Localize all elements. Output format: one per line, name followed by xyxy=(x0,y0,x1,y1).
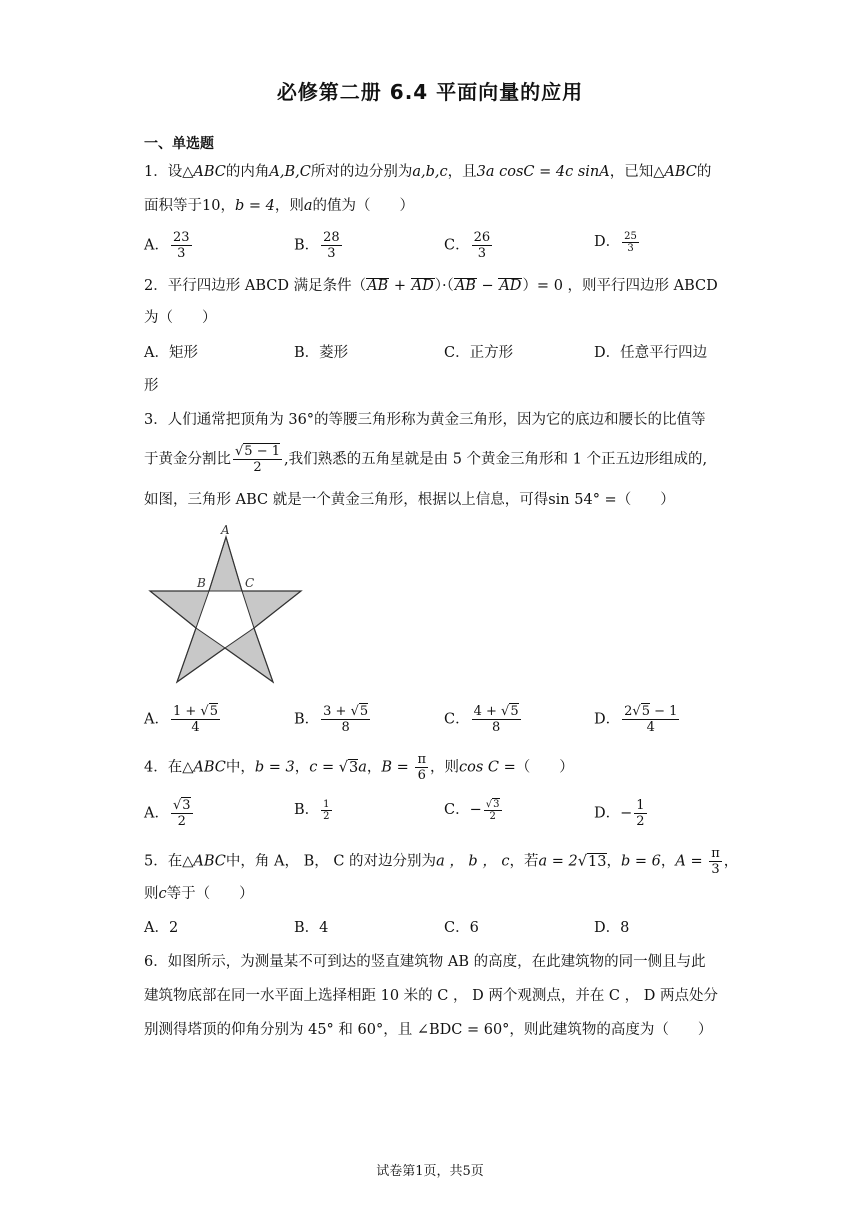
question-4-option-d: D．− $\frac{1}{2}$ xyxy=(594,798,645,829)
question-1-line-2: 面积等于10，b = 4，则a的值为（ ） xyxy=(144,198,414,214)
question-1-option-d: D． $\frac{25}{3}$ xyxy=(594,230,637,254)
page-title: 必修第二册 6.4 平面向量的应用 xyxy=(276,80,584,104)
question-3-line-1: 3．人们通常把顶角为 36°的等腰三角形称为黄金三角形，因为它的底边和腰长的比值等 xyxy=(144,412,706,428)
question-2-option-c: C．正方形 xyxy=(444,345,514,361)
question-5-line-1: 5．在△ABC中，角 A， B， C 的对边分别为a ， b ， c，若a = 2√13，b = 6，A = $\frac{\pi}{3}$ ， xyxy=(144,846,739,877)
question-4-line-1: 4．在△ABC中，b = 3，c = √3a，B = $\frac{\pi}{6}$ ，则cos C =（ ） xyxy=(144,752,574,783)
question-2-option-b: B．菱形 xyxy=(294,345,349,361)
question-3-option-d: D． $\frac{2√5 - 1}{4}$ xyxy=(594,704,678,735)
question-2-line-1: 2．平行四边形 ABCD 满足条件（AB + AD）·（AB − AD）= 0 ，则平行四边形 ABCD xyxy=(144,278,718,294)
question-3-option-b: B． $\frac{3 + √5}{8}$ xyxy=(294,704,369,735)
question-5-option-c: C．6 xyxy=(444,920,479,936)
question-6-line-3: 别测得塔顶的仰角分别为 45° 和 60°，且 ∠BDC = 60°，则此建筑物的高度为（ ） xyxy=(144,1022,713,1038)
label-b: B xyxy=(197,576,206,590)
question-2-option-d-wrap: 形 xyxy=(144,378,159,394)
question-3-line-3: 如图，三角形 ABC 就是一个黄金三角形，根据以上信息，可得sin 54° =（ ） xyxy=(144,492,675,508)
question-4-option-b: B． $\frac{1}{2}$ xyxy=(294,798,330,822)
label-c: C xyxy=(245,576,255,590)
label-a: A xyxy=(221,523,230,537)
question-3-option-c: C． $\frac{4 + √5}{8}$ xyxy=(444,704,519,735)
question-5-line-2: 则c等于（ ） xyxy=(144,886,254,902)
triangle-right xyxy=(242,591,301,628)
question-3-line-2: 于黄金分割比 $\frac{√5 - 1}{2}$ ,我们熟悉的五角星就是由 5 个黄金三角形和 1 个正五边形组成的, xyxy=(144,444,708,475)
question-2-option-d: D．任意平行四边 xyxy=(594,345,708,361)
question-1-line-1: 1．设△ABC的内角A,B,C所对的边分别为a,b,c，且3a cosC = 4c sinA，已知△ABC的 xyxy=(144,164,712,180)
question-5-option-a: A．2 xyxy=(144,920,179,936)
question-6-line-2: 建筑物底部在同一水平面上选择相距 10 米的 C ， D 两个观测点，并在 C ， D 两点处分 xyxy=(144,988,718,1004)
question-4-option-a: A． $\frac{√3}{2}$ xyxy=(144,798,191,829)
question-2-option-a: A．矩形 xyxy=(144,345,198,361)
question-2-line-2: 为（ ） xyxy=(144,310,217,326)
question-1-option-c: C． $\frac{26}{3}$ xyxy=(444,230,491,261)
triangle-bottom-right xyxy=(225,628,273,682)
pentagram-figure xyxy=(144,520,306,686)
triangle-left xyxy=(150,591,209,628)
question-5-option-d: D．8 xyxy=(594,920,630,936)
triangle-bottom-left xyxy=(177,628,225,682)
golden-triangle-top xyxy=(209,537,242,591)
page-footer: 试卷第1页，共5页 xyxy=(376,1164,484,1179)
question-3-option-a: A． $\frac{1 + √5}{4}$ xyxy=(144,704,218,735)
question-6-line-1: 6．如图所示，为测量某不可到达的竖直建筑物 AB 的高度，在此建筑物的同一侧且与此 xyxy=(144,954,706,970)
section-heading: 一、单选题 xyxy=(144,136,214,152)
question-5-option-b: B．4 xyxy=(294,920,329,936)
question-1-option-a: A． $\frac{23}{3}$ xyxy=(144,230,190,261)
question-1-option-b: B． $\frac{28}{3}$ xyxy=(294,230,340,261)
question-4-option-c: C．− $\frac{√3}{2}$ xyxy=(444,798,500,822)
